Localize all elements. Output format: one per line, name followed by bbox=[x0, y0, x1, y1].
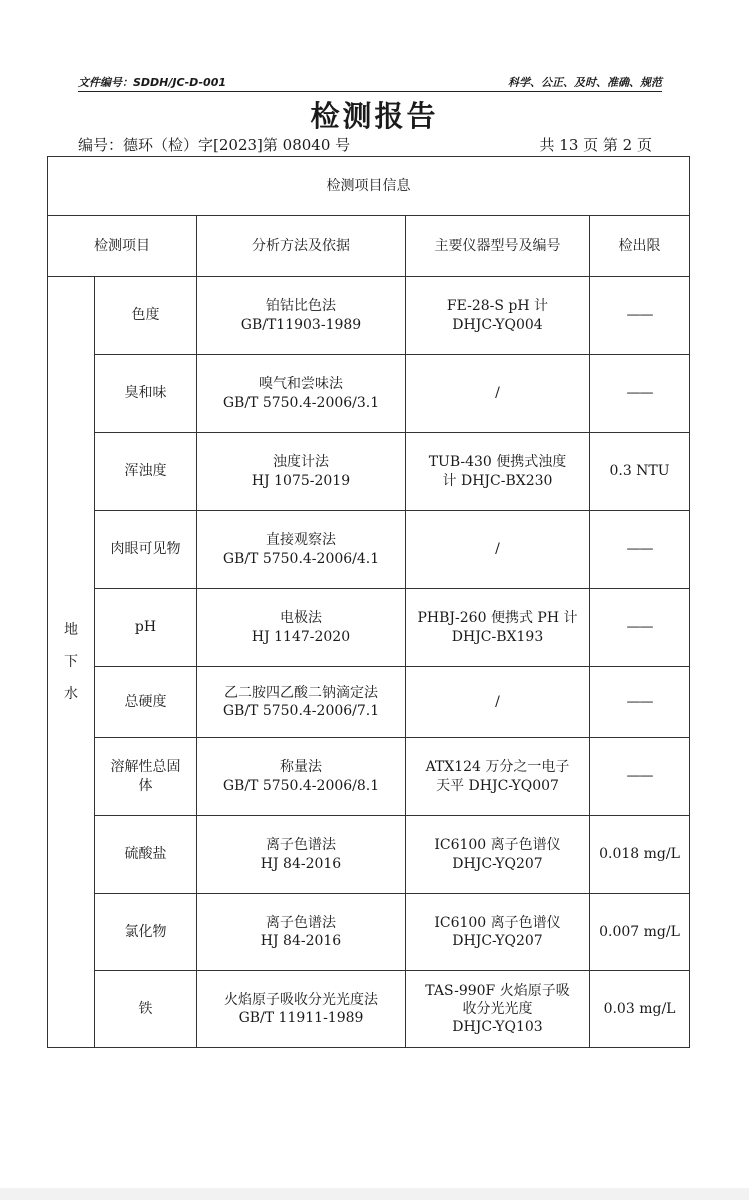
limit-cell: —— bbox=[590, 589, 690, 667]
method-cell-line: HJ 84-2016 bbox=[260, 933, 342, 949]
category-label bbox=[54, 621, 88, 704]
method-cell-lines bbox=[203, 453, 399, 489]
item-cell bbox=[95, 355, 197, 433]
test-items-table bbox=[47, 156, 690, 1048]
method-cell bbox=[197, 738, 406, 816]
instrument-cell-lines bbox=[412, 384, 583, 402]
table-row bbox=[48, 277, 690, 355]
item-cell-line: 溶解性总固 bbox=[110, 759, 181, 776]
item-cell bbox=[95, 589, 197, 667]
item-cell bbox=[95, 738, 197, 816]
method-cell-lines bbox=[203, 684, 399, 720]
col-header-limit: 检出限 bbox=[590, 216, 690, 277]
col-header-instrument: 主要仪器型号及编号 bbox=[406, 216, 590, 277]
item-cell-line: 铁 bbox=[138, 1000, 153, 1017]
method-cell-line: 铂钴比色法 bbox=[266, 298, 336, 315]
item-cell-line: pH bbox=[134, 619, 157, 636]
method-cell bbox=[197, 355, 406, 433]
instrument-cell bbox=[406, 816, 590, 894]
method-cell bbox=[197, 511, 406, 589]
table-row bbox=[48, 894, 690, 971]
method-cell-line: GB/T 5750.4-2006/8.1 bbox=[222, 777, 380, 794]
limit-cell: —— bbox=[590, 738, 690, 816]
item-cell-lines bbox=[101, 923, 190, 941]
method-cell-lines bbox=[203, 914, 399, 950]
item-cell bbox=[95, 894, 197, 971]
limit-cell: —— bbox=[590, 277, 690, 355]
instrument-cell-line: DHJC-YQ004 bbox=[452, 316, 543, 333]
instrument-cell-line: 收分光光度 bbox=[462, 1000, 533, 1017]
instrument-cell-lines bbox=[412, 453, 583, 489]
instrument-cell bbox=[406, 433, 590, 511]
method-cell-line: 电极法 bbox=[280, 610, 322, 627]
method-cell-line: 直接观察法 bbox=[266, 532, 336, 549]
method-cell bbox=[197, 894, 406, 971]
motto: 科学、公正、及时、准确、规范 bbox=[508, 76, 662, 89]
item-cell-line: 体 bbox=[138, 777, 153, 794]
instrument-cell-line: FE-28-S pH 计 bbox=[446, 298, 549, 315]
item-cell-lines bbox=[101, 1000, 190, 1018]
instrument-cell-line: ATX124 万分之一电子 bbox=[425, 759, 570, 776]
table-row bbox=[48, 433, 690, 511]
instrument-cell bbox=[406, 667, 590, 738]
method-cell-lines bbox=[203, 991, 399, 1027]
limit-cell: —— bbox=[590, 355, 690, 433]
table-banner: 检测项目信息 bbox=[48, 157, 690, 216]
instrument-cell-line: / bbox=[495, 693, 500, 710]
instrument-cell-lines bbox=[412, 982, 583, 1037]
item-cell-lines bbox=[101, 540, 190, 558]
item-cell bbox=[95, 971, 197, 1048]
limit-cell: —— bbox=[590, 667, 690, 738]
page-header bbox=[78, 74, 662, 90]
method-cell bbox=[197, 667, 406, 738]
method-cell-line: 离子色谱法 bbox=[266, 914, 336, 931]
instrument-cell-line: / bbox=[495, 385, 500, 402]
method-cell-line: HJ 1075-2019 bbox=[251, 472, 351, 489]
item-cell bbox=[95, 277, 197, 355]
page-count: 共 13 页 第 2 页 bbox=[539, 136, 652, 154]
item-cell-line: 肉眼可见物 bbox=[110, 541, 181, 558]
col-header-method: 分析方法及依据 bbox=[197, 216, 406, 277]
item-cell-lines bbox=[101, 758, 190, 794]
limit-cell: —— bbox=[590, 511, 690, 589]
method-cell bbox=[197, 589, 406, 667]
table-row bbox=[48, 971, 690, 1048]
method-cell-line: GB/T 5750.4-2006/7.1 bbox=[222, 703, 380, 719]
instrument-cell bbox=[406, 355, 590, 433]
item-cell-lines bbox=[101, 693, 190, 711]
method-cell-lines bbox=[203, 297, 399, 333]
table-row bbox=[48, 738, 690, 816]
method-cell-lines bbox=[203, 531, 399, 567]
page-title: 检测报告 bbox=[310, 99, 439, 133]
instrument-cell-line: DHJC-YQ103 bbox=[452, 1019, 543, 1036]
col-header-item: 检测项目 bbox=[48, 216, 197, 277]
item-cell-line: 色度 bbox=[131, 307, 160, 324]
instrument-cell-lines bbox=[412, 540, 583, 558]
instrument-cell-line: DHJC-YQ207 bbox=[452, 855, 543, 872]
item-cell-line: 氯化物 bbox=[124, 923, 167, 940]
method-cell-line: 火焰原子吸收分光光度法 bbox=[224, 991, 378, 1008]
instrument-cell-lines bbox=[412, 914, 583, 950]
method-cell bbox=[197, 277, 406, 355]
item-cell-lines bbox=[101, 462, 190, 480]
instrument-cell-lines bbox=[412, 693, 583, 711]
item-cell bbox=[95, 433, 197, 511]
item-cell-lines bbox=[101, 384, 190, 402]
method-cell-line: GB/T11903-1989 bbox=[240, 316, 362, 333]
instrument-cell-lines bbox=[412, 297, 583, 333]
instrument-cell bbox=[406, 511, 590, 589]
instrument-cell bbox=[406, 738, 590, 816]
method-cell-line: 浊度计法 bbox=[273, 454, 329, 471]
method-cell-line: GB/T 5750.4-2006/3.1 bbox=[222, 394, 380, 411]
table-header-row bbox=[48, 216, 690, 277]
instrument-cell-line: / bbox=[495, 541, 500, 558]
method-cell bbox=[197, 433, 406, 511]
method-cell-lines bbox=[203, 375, 399, 411]
instrument-cell-line: 天平 DHJC-YQ007 bbox=[436, 777, 559, 794]
method-cell-lines bbox=[203, 836, 399, 872]
instrument-cell-lines bbox=[412, 836, 583, 872]
limit-cell: 0.3 NTU bbox=[590, 433, 690, 511]
report-meta bbox=[78, 134, 652, 155]
instrument-cell-line: TAS-990F 火焰原子吸 bbox=[425, 982, 570, 999]
instrument-cell-lines bbox=[412, 758, 583, 794]
method-cell-lines bbox=[203, 758, 399, 794]
instrument-cell-line: 计 DHJC-BX230 bbox=[442, 472, 553, 489]
instrument-cell-line: IC6100 离子色谱仪 bbox=[434, 914, 561, 931]
instrument-cell-line: DHJC-BX193 bbox=[451, 628, 544, 645]
limit-cell: 0.007 mg/L bbox=[590, 894, 690, 971]
method-cell-line: HJ 1147-2020 bbox=[251, 628, 351, 645]
limit-cell: 0.03 mg/L bbox=[590, 971, 690, 1048]
method-cell-line: GB/T 5750.4-2006/4.1 bbox=[222, 550, 380, 567]
method-cell-line: 乙二胺四乙酸二钠滴定法 bbox=[224, 684, 378, 701]
instrument-cell-line: IC6100 离子色谱仪 bbox=[434, 837, 561, 854]
method-cell-line: HJ 84-2016 bbox=[260, 855, 342, 872]
table-row bbox=[48, 355, 690, 433]
header-rule bbox=[78, 91, 662, 92]
table-row bbox=[48, 511, 690, 589]
method-cell-line: 称量法 bbox=[280, 759, 322, 776]
method-cell bbox=[197, 971, 406, 1048]
limit-cell: 0.018 mg/L bbox=[590, 816, 690, 894]
category-char: 下 bbox=[64, 653, 78, 670]
method-cell-lines bbox=[203, 609, 399, 645]
method-cell-line: 嗅气和尝味法 bbox=[259, 376, 343, 393]
item-cell bbox=[95, 816, 197, 894]
category-char: 水 bbox=[64, 686, 78, 703]
method-cell bbox=[197, 816, 406, 894]
item-cell-lines bbox=[101, 618, 190, 636]
file-number: 文件编号：SDDH/JC-D-001 bbox=[78, 76, 227, 89]
item-cell-line: 总硬度 bbox=[124, 693, 167, 710]
report-number: 编号：德环（检）字[2023]第 08040 号 bbox=[78, 136, 351, 154]
instrument-cell-line: DHJC-YQ207 bbox=[452, 933, 543, 949]
item-cell-line: 臭和味 bbox=[124, 385, 167, 402]
item-cell bbox=[95, 667, 197, 738]
item-cell bbox=[95, 511, 197, 589]
instrument-cell-line: TUB-430 便携式浊度 bbox=[428, 454, 567, 471]
table-row bbox=[48, 589, 690, 667]
instrument-cell bbox=[406, 971, 590, 1048]
item-cell-lines bbox=[101, 845, 190, 863]
table-row bbox=[48, 667, 690, 738]
item-cell-lines bbox=[101, 306, 190, 324]
item-cell-line: 浑浊度 bbox=[124, 463, 167, 480]
table-row bbox=[48, 816, 690, 894]
instrument-cell-line: PHBJ-260 便携式 PH 计 bbox=[417, 610, 578, 627]
category-char: 地 bbox=[64, 621, 78, 638]
instrument-cell bbox=[406, 277, 590, 355]
instrument-cell-lines bbox=[412, 609, 583, 645]
method-cell-line: 离子色谱法 bbox=[266, 837, 336, 854]
item-cell-line: 硫酸盐 bbox=[124, 846, 167, 863]
instrument-cell bbox=[406, 589, 590, 667]
method-cell-line: GB/T 11911-1989 bbox=[238, 1010, 364, 1026]
category-cell bbox=[48, 277, 95, 1048]
instrument-cell bbox=[406, 894, 590, 971]
